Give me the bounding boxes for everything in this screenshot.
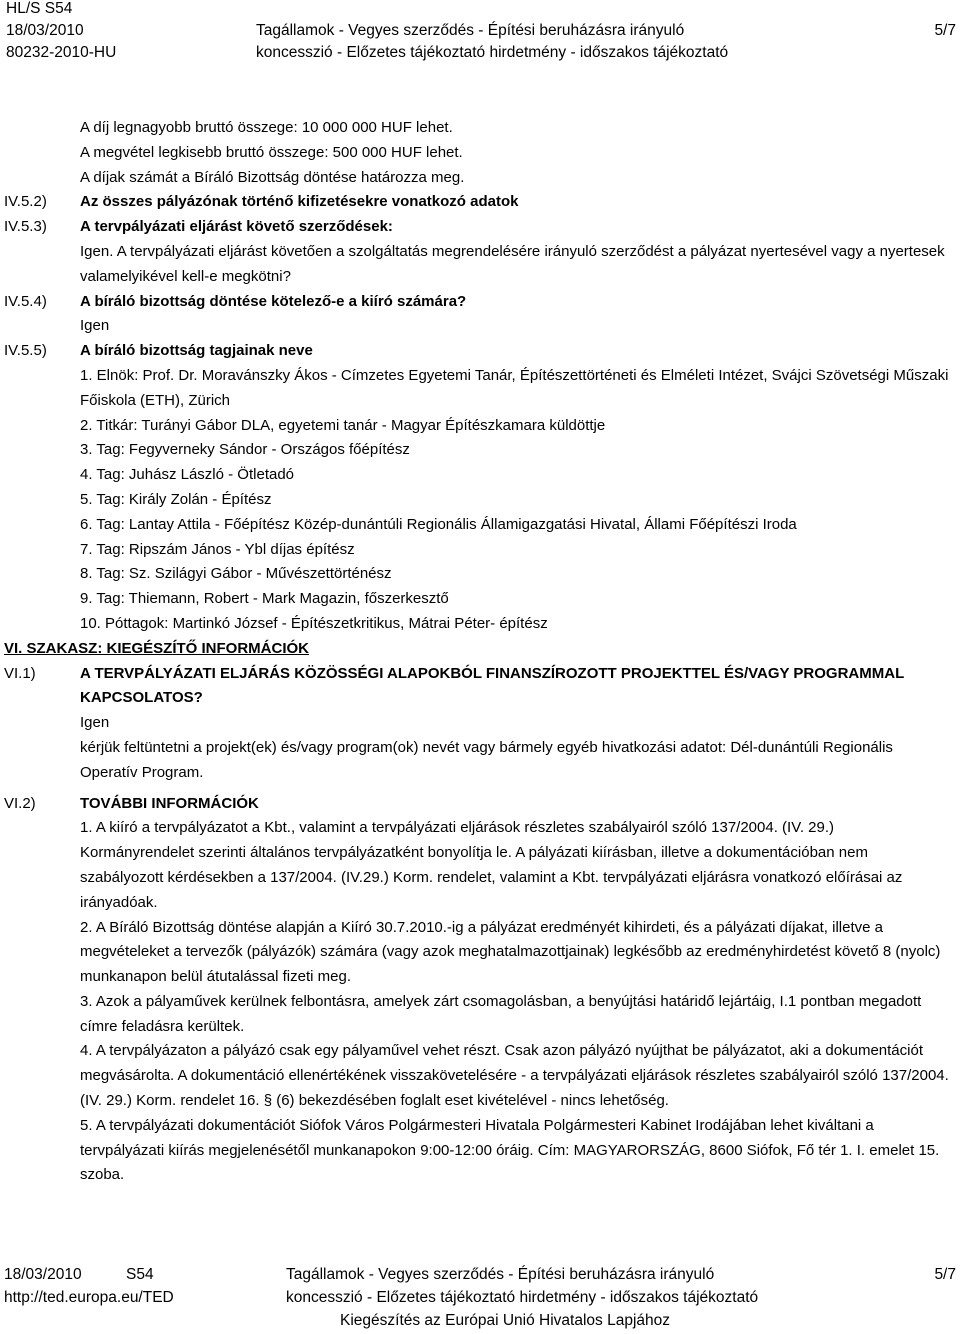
intro-line: A díj legnagyobb bruttó összege: 10 000 000 HUF lehet. <box>80 119 453 136</box>
footer-title-line2: koncesszió - Előzetes tájékoztató hirdetmény - időszakos tájékoztató <box>286 1289 759 1306</box>
jury-member: 10. Póttagok: Martinkó József - Építészetkritikus, Mátrai Péter- építész <box>80 614 548 632</box>
section-vi-heading: VI. SZAKASZ: KIEGÉSZÍTŐ INFORMÁCIÓK <box>4 639 310 657</box>
section-title: Az összes pályázónak történő kifizetésekre vonatkozó adatok <box>80 193 519 211</box>
jury-member: 8. Tag: Sz. Szilágyi Gábor - Művészettörténész <box>80 565 392 583</box>
footer-series: S54 <box>126 1266 154 1283</box>
section-text: Igen. A tervpályázati eljárást követően a szolgáltatás megrendelésére irányuló szerződést a pályázat nyertesével vagy a nyertesek valamelyikével kell-e megkötni? <box>80 242 945 285</box>
jury-member: 5. Tag: Király Zolán - Építész <box>80 490 272 508</box>
footer-title-line1: Tagállamok - Vegyes szerződés - Építési beruházásra irányuló <box>286 1266 715 1283</box>
jury-member: 9. Tag: Thiemann, Robert - Mark Magazin, főszerkesztő <box>80 590 449 608</box>
jury-member: 7. Tag: Ripszám János - Ybl díjas építész <box>80 540 355 558</box>
section-label: VI.1) <box>4 664 36 682</box>
header-date: 18/03/2010 <box>6 22 84 39</box>
info-paragraph: 2. A Bíráló Bizottság döntése alapján a Kiíró 30.7.2010.-ig a pályázat eredményét kihirdeti, és a pályázati díjakat, illetve a megvételeket a tervezők (pályázók) számára (vagy azok meghatalmazottjainak) legkésőbb az eredményhirdetést követő 8 (nyolc) munkanapon belül átutalással fizeti meg. <box>80 918 941 986</box>
jury-member: 6. Tag: Lantay Attila - Főépítész Közép-dunántúli Regionális Államigazgatási Hivatal, Állami Főépítészi Iroda <box>80 515 797 533</box>
section-title: A TERVPÁLYÁZATI ELJÁRÁS KÖZÖSSÉGI ALAPOKBÓL FINANSZÍROZOTT PROJEKTTEL ÉS/VAGY PROGRAMMAL KAPCSOLATOS? <box>80 664 904 707</box>
document-body <box>0 116 960 1188</box>
info-paragraph: 1. A kiíró a tervpályázatot a Kbt., valamint a tervpályázati eljárások részletes szabályairól szóló 137/2004. (IV. 29.) Kormányrendelet szerinti általános tervpályázatként bonyolítja le. A pályázati kiírásban, illetve a dokumentációban nem szabályozott kérdésekben a 137/2004. (IV.29.) Korm. rendelet, valamint a Kbt. tervpályázati eljárásra vonatkozó előírásai az irányadóak. <box>80 819 903 911</box>
jury-member: 4. Tag: Juhász László - Ötletadó <box>80 466 295 484</box>
section-iv52 <box>0 190 960 215</box>
info-paragraph: 5. A tervpályázati dokumentációt Siófok Város Polgármesteri Hivatala Polgármesteri Kabinet Irodájában lehet kiváltani a tervpályázati kiírás megjelenésétől munkanapokon 9:00-12:00 óráig. Cím: MAGYARORSZÁG, 8600 Siófok, Fő tér 1. I. emelet 15. szoba. <box>80 1116 940 1184</box>
header-title-line1: Tagállamok - Vegyes szerződés - Építési beruházásra irányuló <box>256 22 685 39</box>
intro-line: A díjak számát a Bíráló Bizottság döntése határozza meg. <box>80 168 465 186</box>
section-title: A tervpályázati eljárást követő szerződések: <box>80 218 393 236</box>
section-iv54 <box>0 290 960 340</box>
section-vi2 <box>0 792 960 1189</box>
section-title: TOVÁBBI INFORMÁCIÓK <box>80 794 259 812</box>
footer-page-number: 5/7 <box>934 1266 956 1283</box>
section-label: IV.5.4) <box>4 292 47 310</box>
section-vi1 <box>0 662 960 786</box>
footer-date: 18/03/2010 <box>4 1266 82 1283</box>
footer-url-link[interactable]: http://ted.europa.eu/TED <box>4 1289 174 1306</box>
section-title: A bíráló bizottság tagjainak neve <box>80 342 313 360</box>
section-label: IV.5.2) <box>4 193 47 211</box>
section-title: A bíráló bizottság döntése kötelező-e a kiíró számára? <box>80 292 467 310</box>
section-answer: Igen <box>80 317 110 335</box>
section-iv53 <box>0 215 960 289</box>
header-notice-id: 80232-2010-HU <box>6 44 117 61</box>
footer-title-line3: Kiegészítés az Európai Unió Hivatalos Lapjához <box>340 1312 670 1329</box>
info-paragraph: 3. Azok a pályaművek kerülnek felbontásra, amelyek zárt csomagolásban, a benyújtási határidő lejártáig, I.1 pontban megadott címre feladásra kerültek. <box>80 992 922 1035</box>
info-paragraph: 4. A tervpályázaton a pályázó csak egy pályaművel vehet részt. Csak azon pályázó nyújthat be pályázatot, aki a dokumentációt megvásárolta. A dokumentáció ellenértékének visszakövetelésére - a tervpályázati eljárások részletes szabályairól szóló 137/2004. (IV. 29.) Korm. rendelet 16. § (6) bekezdésében foglalt eset kivételével - nincs lehetőség. <box>80 1042 949 1110</box>
section-text: kérjük feltüntetni a projekt(ek) és/vagy program(ok) nevét vagy bármely egyéb hivatkozási adatot: Dél-dunántúli Regionális Operatív Program. <box>80 738 893 781</box>
jury-member: 1. Elnök: Prof. Dr. Moravánszky Ákos - Címzetes Egyetemi Tanár, Építészettörténeti és Elméleti Intézet, Svájci Szövetségi Műszaki Főiskola (ETH), Zürich <box>80 366 949 409</box>
jury-member: 3. Tag: Fegyverneky Sándor - Országos főépítész <box>80 441 410 459</box>
header-ojs-ref: HL/S S54 <box>6 0 73 17</box>
intro-line: A megvétel legkisebb bruttó összege: 500 000 HUF lehet. <box>80 143 463 161</box>
header-page-number: 5/7 <box>934 22 956 39</box>
section-answer: Igen <box>80 714 110 732</box>
section-label: IV.5.3) <box>4 218 47 236</box>
header-title-line2: koncesszió - Előzetes tájékoztató hirdetmény - időszakos tájékoztató <box>256 44 729 61</box>
section-iv55 <box>0 339 960 637</box>
jury-member: 2. Titkár: Turányi Gábor DLA, egyetemi tanár - Magyar Építészkamara küldöttje <box>80 416 606 434</box>
section-label: VI.2) <box>4 794 36 812</box>
section-label: IV.5.5) <box>4 342 47 360</box>
